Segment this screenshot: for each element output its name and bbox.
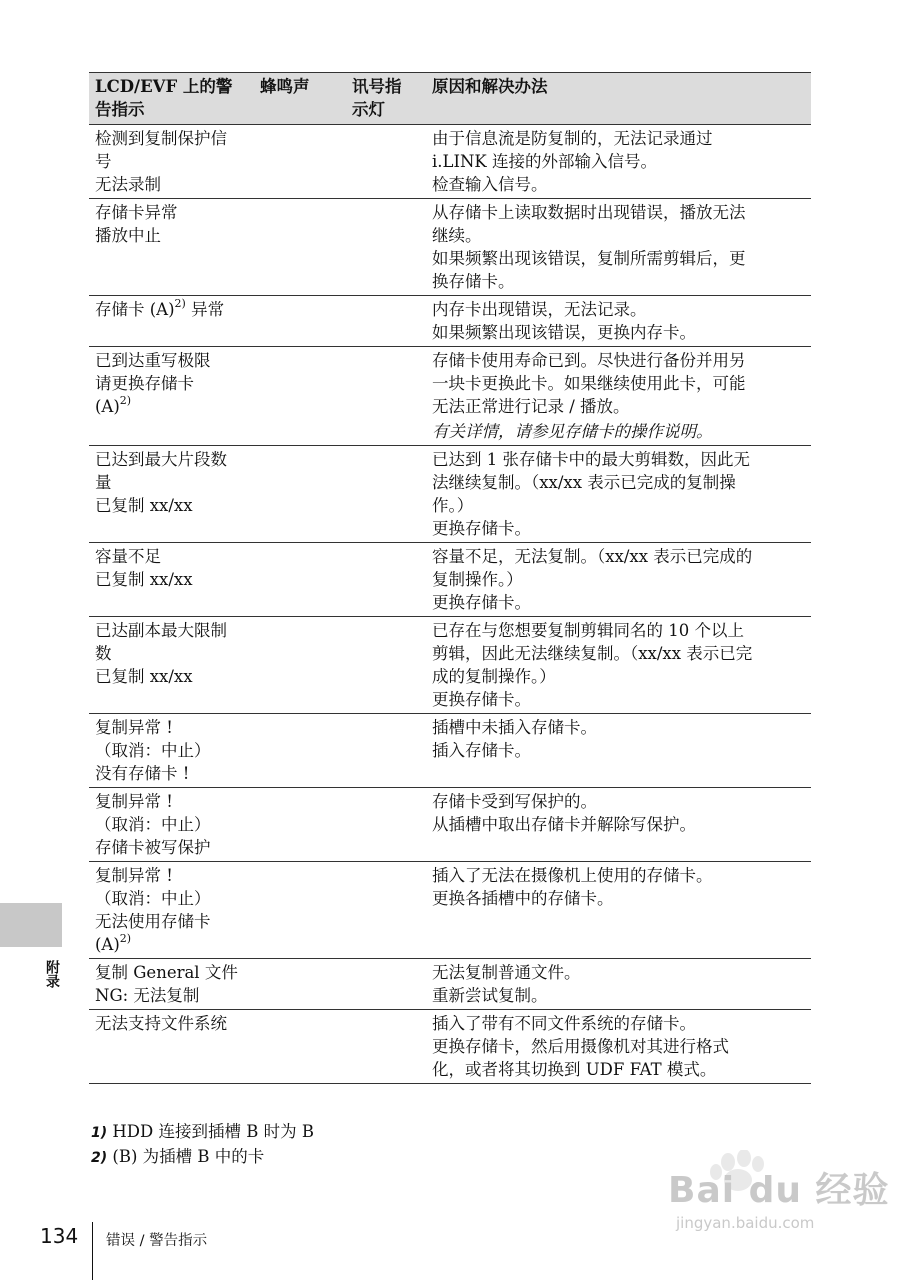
solution-line: 从存储卡上读取数据时出现错误，播放无法	[432, 203, 746, 222]
solution-line: 更换存储卡，然后用摄像机对其进行格式	[432, 1037, 729, 1056]
solution-line: 继续。	[432, 226, 482, 245]
cell-beep	[254, 296, 346, 347]
indication-line: NG: 无法复制	[95, 986, 200, 1005]
solution-line: 内存卡出现错误，无法记录。	[432, 300, 647, 319]
solution-line: 作。）	[432, 496, 474, 515]
cell-solution	[426, 1010, 811, 1084]
cell-solution	[426, 543, 811, 617]
footnotes	[91, 1120, 314, 1170]
cell-solution	[426, 788, 811, 862]
indication-line: 已复制 xx/xx	[95, 667, 193, 686]
indication-line: $(A)^{2)}$	[95, 931, 132, 954]
cell-tally-lamp	[346, 125, 426, 199]
indication-line: （取消：中止）	[95, 741, 211, 760]
cell-indication	[89, 296, 254, 347]
table-row	[89, 199, 811, 296]
solution-line: 已存在与您想要复制剪辑同名的 10 个以上	[432, 621, 744, 640]
cell-tally-lamp	[346, 617, 426, 714]
table-row	[89, 714, 811, 788]
table-row	[89, 125, 811, 199]
cell-beep	[254, 125, 346, 199]
side-tab	[0, 903, 62, 947]
table-row	[89, 617, 811, 714]
solution-line: 无法正常进行记录 / 播放。	[432, 397, 630, 416]
indication-line: 复制异常 !	[95, 866, 173, 885]
cell-solution	[426, 199, 811, 296]
header-beep: 蜂鸣声	[254, 73, 346, 125]
solution-line: 更换存储卡。	[432, 593, 531, 612]
cell-indication	[89, 543, 254, 617]
solution-line: 由于信息流是防复制的，无法记录通过	[432, 129, 713, 148]
solution-line: 换存储卡。	[432, 272, 515, 291]
cell-indication	[89, 347, 254, 446]
indication-line: 数	[95, 644, 112, 663]
solution-line: 如果频繁出现该错误，复制所需剪辑后，更	[432, 249, 746, 268]
cell-beep	[254, 714, 346, 788]
cell-indication	[89, 959, 254, 1010]
indication-line: 没有存储卡 !	[95, 764, 190, 783]
solution-line: 更换各插槽中的存储卡。	[432, 889, 614, 908]
indication-line: 存储卡异常	[95, 203, 178, 222]
table-header-row	[89, 73, 811, 125]
cell-tally-lamp	[346, 959, 426, 1010]
watermark-url: jingyan.baidu.com	[676, 1214, 815, 1232]
table-row	[89, 862, 811, 959]
table-row	[89, 446, 811, 543]
side-tab-label: 附录	[44, 960, 60, 988]
cell-tally-lamp	[346, 347, 426, 446]
cell-tally-lamp	[346, 1010, 426, 1084]
solution-line: 法继续复制。（xx/xx 表示已完成的复制操	[432, 473, 736, 492]
solution-line: 存储卡使用寿命已到。尽快进行备份并用另	[432, 351, 746, 370]
indication-line: 检测到复制保护信	[95, 129, 227, 148]
indication-line: 号	[95, 152, 112, 171]
indication-line: 已到达重写极限	[95, 351, 211, 370]
solution-line: 更换存储卡。	[432, 519, 531, 538]
table-row	[89, 296, 811, 347]
cell-solution	[426, 714, 811, 788]
solution-line: 插入了带有不同文件系统的存储卡。	[432, 1014, 696, 1033]
solution-note: 有关详情，请参见存储卡的操作说明。	[432, 422, 713, 441]
cell-solution	[426, 347, 811, 446]
cell-tally-lamp	[346, 199, 426, 296]
indication-line: 无法使用存储卡	[95, 912, 211, 931]
indication-line: 请更换存储卡	[95, 374, 194, 393]
table-row	[89, 788, 811, 862]
cell-indication	[89, 199, 254, 296]
indication-line: 无法支持文件系统	[95, 1014, 227, 1033]
cell-beep	[254, 446, 346, 543]
indication-line: 复制异常 !	[95, 718, 173, 737]
indication-line: 存储卡被写保护	[95, 838, 211, 857]
solution-line: 更换存储卡。	[432, 690, 531, 709]
cell-solution	[426, 125, 811, 199]
cell-tally-lamp	[346, 446, 426, 543]
solution-line: 检查输入信号。	[432, 175, 548, 194]
table-row	[89, 1010, 811, 1084]
indication-line: 复制 General 文件	[95, 963, 238, 982]
cell-beep	[254, 1010, 346, 1084]
indication-line: （取消：中止）	[95, 815, 211, 834]
header-indication: LCD/EVF 上的警 告指示	[89, 73, 254, 125]
cell-solution	[426, 959, 811, 1010]
page-number: 134	[40, 1224, 79, 1248]
indication-line: 播放中止	[95, 226, 161, 245]
cell-solution	[426, 617, 811, 714]
cell-tally-lamp	[346, 296, 426, 347]
indication-line: 复制异常 !	[95, 792, 173, 811]
indication-line: 存储卡 $(A)^{2)}$ 异常	[95, 296, 225, 319]
cell-indication	[89, 125, 254, 199]
cell-indication	[89, 788, 254, 862]
footer-divider	[92, 1222, 93, 1280]
cell-indication	[89, 862, 254, 959]
indication-line: 已复制 xx/xx	[95, 496, 193, 515]
solution-line: 剪辑，因此无法继续复制。（xx/xx 表示已完	[432, 644, 753, 663]
footer-title: 错误 / 警告指示	[106, 1233, 208, 1249]
cell-indication	[89, 617, 254, 714]
indication-line: 已达到最大片段数	[95, 450, 227, 469]
cell-solution	[426, 862, 811, 959]
solution-line: 重新尝试复制。	[432, 986, 548, 1005]
indication-line: 容量不足	[95, 547, 161, 566]
indication-line: 已复制 xx/xx	[95, 570, 193, 589]
indication-line: 无法录制	[95, 175, 161, 194]
cell-beep	[254, 788, 346, 862]
cell-indication	[89, 1010, 254, 1084]
table-row	[89, 347, 811, 446]
indication-line: $(A)^{2)}$	[95, 393, 132, 416]
solution-line: i.LINK 连接的外部输入信号。	[432, 152, 658, 171]
table-row	[89, 959, 811, 1010]
cell-beep	[254, 959, 346, 1010]
cell-beep	[254, 862, 346, 959]
solution-line: 插入存储卡。	[432, 741, 531, 760]
solution-line: 化，或者将其切换到 UDF FAT 模式。	[432, 1060, 717, 1079]
cell-beep	[254, 543, 346, 617]
header-cause-solution: 原因和解决办法	[426, 73, 811, 125]
header-tally-lamp: 讯号指 示灯	[346, 73, 426, 125]
cell-tally-lamp	[346, 862, 426, 959]
cell-indication	[89, 446, 254, 543]
cell-indication	[89, 714, 254, 788]
solution-line: 复制操作。）	[432, 570, 523, 589]
solution-line: 已达到 1 张存储卡中的最大剪辑数，因此无	[432, 450, 750, 469]
solution-line: 插入了无法在摄像机上使用的存储卡。	[432, 866, 713, 885]
watermark-brand: Bai du 经验	[668, 1170, 890, 1211]
indication-line: （取消：中止）	[95, 889, 211, 908]
solution-line: 插槽中未插入存储卡。	[432, 718, 597, 737]
cell-tally-lamp	[346, 714, 426, 788]
cell-beep	[254, 199, 346, 296]
solution-line: 从插槽中取出存储卡并解除写保护。	[432, 815, 696, 834]
cell-solution	[426, 296, 811, 347]
indication-line: 已达副本最大限制	[95, 621, 227, 640]
solution-line: 存储卡受到写保护的。	[432, 792, 597, 811]
cell-solution	[426, 446, 811, 543]
cell-beep	[254, 617, 346, 714]
footnote: 2) (B) 为插槽 B 中的卡	[91, 1147, 265, 1166]
solution-line: 无法复制普通文件。	[432, 963, 581, 982]
solution-line: 容量不足，无法复制。（xx/xx 表示已完成的	[432, 547, 753, 566]
solution-line: 如果频繁出现该错误，更换内存卡。	[432, 323, 696, 342]
solution-line: 一块卡更换此卡。如果继续使用此卡，可能	[432, 374, 746, 393]
table-row	[89, 543, 811, 617]
cell-tally-lamp	[346, 788, 426, 862]
solution-line: 成的复制操作。）	[432, 667, 556, 686]
cell-beep	[254, 347, 346, 446]
footnote: 1) HDD 连接到插槽 B 时为 B	[91, 1122, 314, 1141]
error-table	[89, 72, 811, 1084]
indication-line: 量	[95, 473, 112, 492]
cell-tally-lamp	[346, 543, 426, 617]
